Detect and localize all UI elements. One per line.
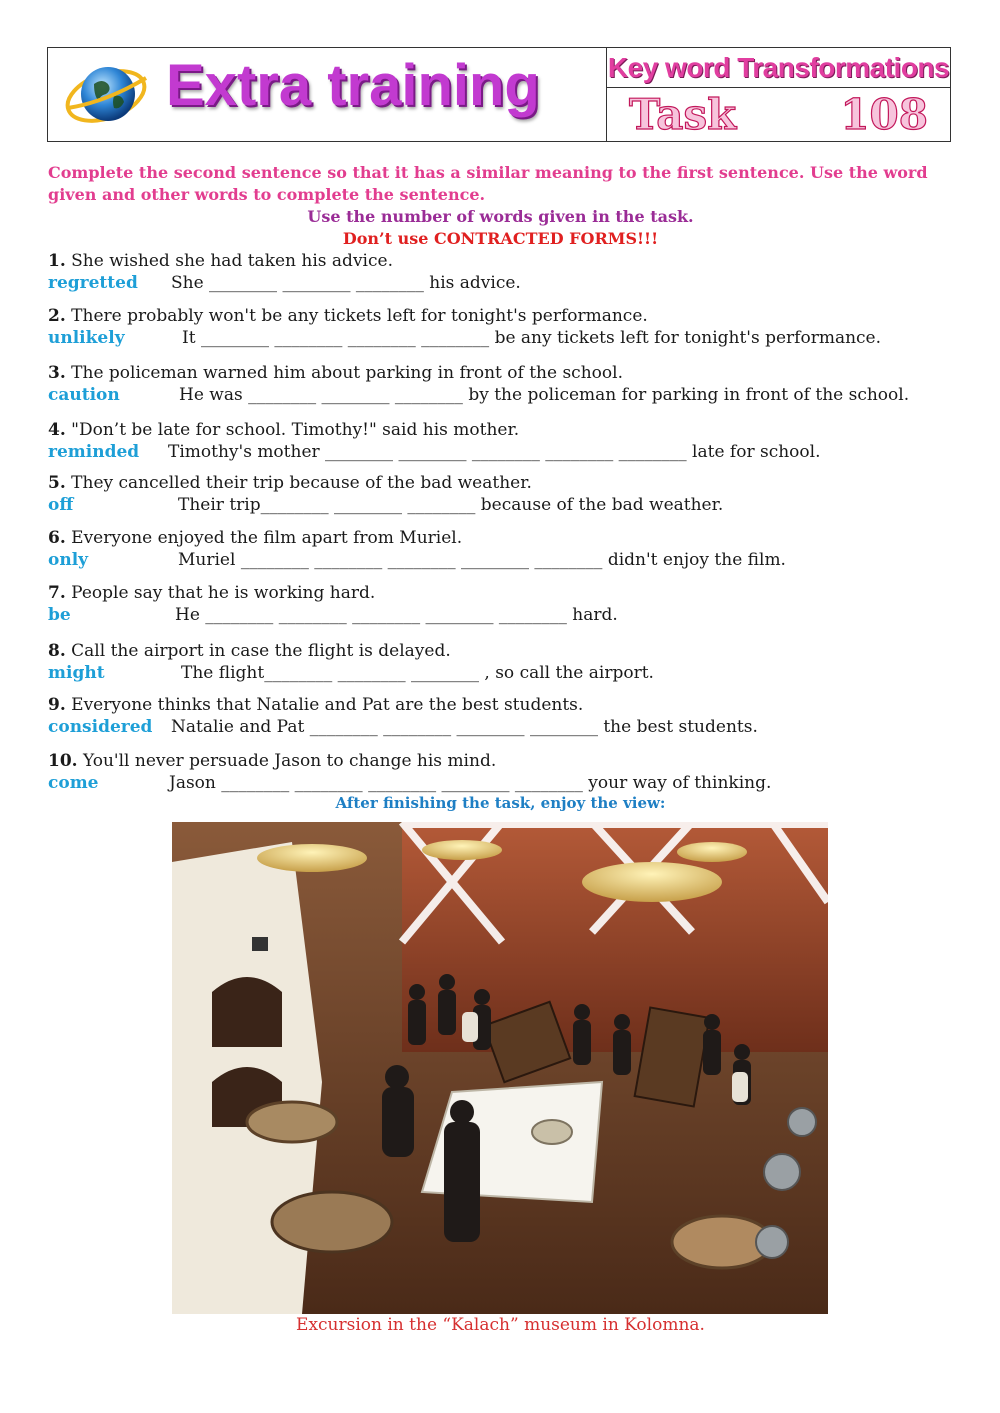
brand-panel bbox=[48, 48, 607, 141]
item-answer-line bbox=[48, 327, 958, 349]
item-keyword: might bbox=[48, 663, 105, 683]
item-sentence bbox=[48, 527, 958, 549]
item-answer[interactable]: Timothy's mother ________ ________ ________ ________ ________ late for school. bbox=[168, 442, 821, 462]
exercise-item bbox=[48, 419, 958, 463]
item-number: 8. bbox=[48, 641, 66, 661]
brand-title: Extra training bbox=[166, 53, 540, 118]
task-panel bbox=[607, 48, 950, 141]
item-sentence bbox=[48, 362, 958, 384]
exercise-item bbox=[48, 640, 958, 684]
task-label: Task bbox=[629, 90, 737, 139]
item-number: 3. bbox=[48, 363, 66, 383]
exercise-item bbox=[48, 750, 958, 794]
item-text: You'll never persuade Jason to change his mind. bbox=[82, 751, 497, 771]
item-text: Everyone enjoyed the film apart from Muriel. bbox=[71, 528, 463, 548]
exercise-item bbox=[48, 582, 958, 626]
exercise-item bbox=[48, 694, 958, 738]
instructions-no-contractions: Don’t use CONTRACTED FORMS!!! bbox=[342, 229, 659, 248]
exercise-item bbox=[48, 305, 958, 349]
item-answer[interactable]: She ________ ________ ________ his advice. bbox=[171, 273, 521, 293]
photo-caption: Excursion in the “Kalach” museum in Kolomna. bbox=[296, 1315, 705, 1335]
item-sentence bbox=[48, 640, 958, 662]
item-answer[interactable]: The flight________ ________ ________ , so call the airport. bbox=[181, 663, 654, 683]
globe-icon bbox=[64, 56, 148, 132]
item-number: 9. bbox=[48, 695, 66, 715]
item-text: They cancelled their trip because of the bad weather. bbox=[71, 473, 532, 493]
item-number: 1. bbox=[48, 251, 66, 271]
item-number: 6. bbox=[48, 528, 66, 548]
item-answer[interactable]: Natalie and Pat ________ ________ ________ ________ the best students. bbox=[171, 717, 758, 737]
item-keyword: only bbox=[48, 550, 89, 570]
item-answer-line bbox=[48, 716, 958, 738]
item-answer-line bbox=[48, 549, 958, 571]
item-sentence bbox=[48, 250, 958, 272]
item-sentence bbox=[48, 419, 958, 441]
item-text: People say that he is working hard. bbox=[71, 583, 376, 603]
item-keyword: considered bbox=[48, 717, 153, 737]
item-answer[interactable]: Muriel ________ ________ ________ ________ ________ didn't enjoy the film. bbox=[178, 550, 786, 570]
item-keyword: regretted bbox=[48, 273, 138, 293]
item-number: 5. bbox=[48, 473, 66, 493]
item-number: 7. bbox=[48, 583, 66, 603]
item-keyword: be bbox=[48, 605, 71, 625]
item-answer[interactable]: Their trip________ ________ ________ because of the bad weather. bbox=[178, 495, 724, 515]
item-sentence bbox=[48, 694, 958, 716]
item-text: The policeman warned him about parking in front of the school. bbox=[71, 363, 623, 383]
exercise-item bbox=[48, 250, 958, 294]
item-number: 2. bbox=[48, 306, 66, 326]
item-answer-line bbox=[48, 384, 958, 406]
exercise-item bbox=[48, 362, 958, 406]
task-number: 108 bbox=[840, 90, 928, 139]
item-keyword: unlikely bbox=[48, 328, 125, 348]
exercise-item bbox=[48, 527, 958, 571]
exercise-item bbox=[48, 472, 958, 516]
item-answer-line bbox=[48, 494, 958, 516]
museum-photo-illustration bbox=[172, 822, 828, 1314]
item-sentence bbox=[48, 472, 958, 494]
item-answer-line bbox=[48, 272, 958, 294]
closing-note: After finishing the task, enjoy the view: bbox=[335, 794, 666, 812]
item-number: 4. bbox=[48, 420, 66, 440]
item-answer[interactable]: He was ________ ________ ________ by the policeman for parking in front of the school. bbox=[179, 385, 910, 405]
item-answer-line bbox=[48, 604, 958, 626]
item-sentence bbox=[48, 582, 958, 604]
museum-photo bbox=[172, 822, 828, 1314]
item-text: "Don’t be late for school. Timothy!" said his mother. bbox=[71, 420, 520, 440]
worksheet-header bbox=[47, 47, 951, 142]
item-answer[interactable]: Jason ________ ________ ________ ________ ________ your way of thinking. bbox=[169, 773, 772, 793]
item-keyword: off bbox=[48, 495, 74, 515]
item-sentence bbox=[48, 750, 958, 772]
instructions-main: Complete the second sentence so that it has a similar meaning to the first sentence. Use the word given and other words to complete the sentence. bbox=[48, 163, 928, 204]
item-answer-line bbox=[48, 662, 958, 684]
task-row bbox=[607, 88, 950, 141]
subtitle: Key word Transformations bbox=[607, 48, 950, 88]
item-answer-line bbox=[48, 772, 958, 794]
item-text: Everyone thinks that Natalie and Pat are the best students. bbox=[71, 695, 584, 715]
item-answer-line bbox=[48, 441, 958, 463]
item-text: Call the airport in case the flight is delayed. bbox=[71, 641, 451, 661]
item-answer[interactable]: It ________ ________ ________ ________ be any tickets left for tonight's performance. bbox=[182, 328, 882, 348]
item-keyword: reminded bbox=[48, 442, 140, 462]
item-number: 10. bbox=[48, 751, 78, 771]
item-keyword: come bbox=[48, 773, 99, 793]
item-answer[interactable]: He ________ ________ ________ ________ ________ hard. bbox=[175, 605, 618, 625]
item-keyword: caution bbox=[48, 385, 120, 405]
item-sentence bbox=[48, 305, 958, 327]
item-text: There probably won't be any tickets left for tonight's performance. bbox=[71, 306, 648, 326]
instructions-word-count: Use the number of words given in the task. bbox=[307, 207, 694, 226]
item-text: She wished she had taken his advice. bbox=[71, 251, 393, 271]
